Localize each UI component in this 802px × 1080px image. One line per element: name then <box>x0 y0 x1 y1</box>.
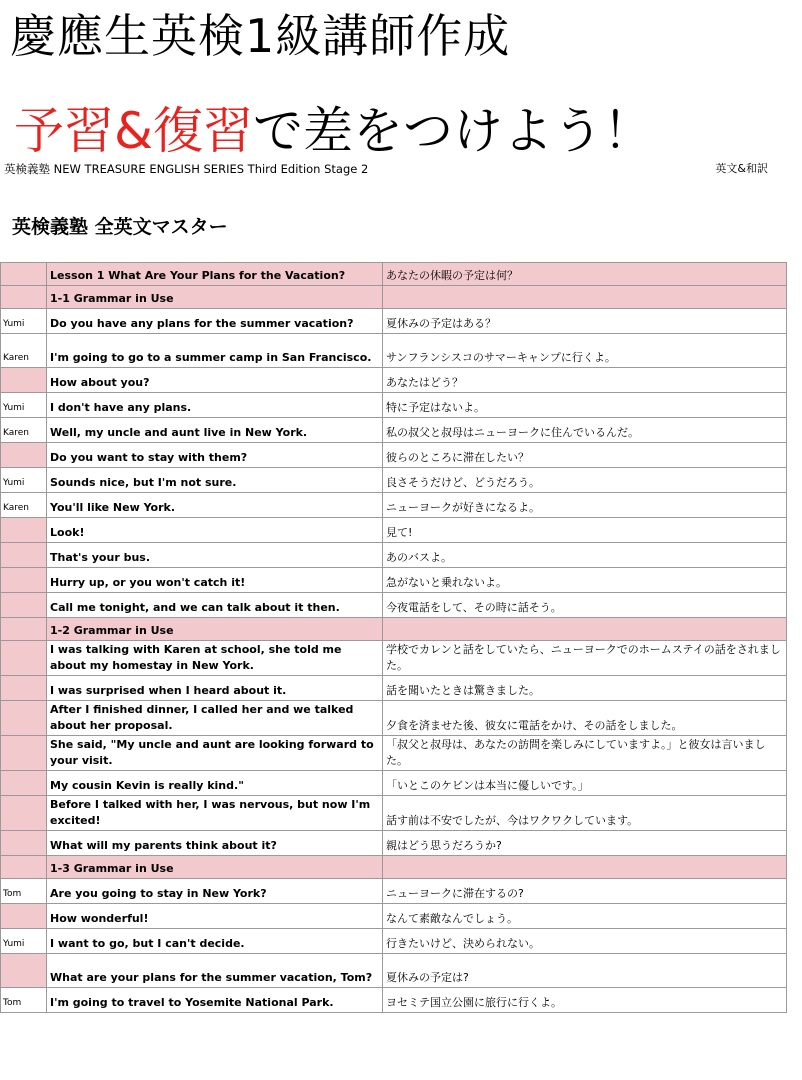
japanese-translation-cell: 彼らのところに滞在したい？ <box>383 443 787 468</box>
speaker-cell <box>1 641 47 676</box>
japanese-translation-cell: 「叔父と叔母は、あなたの訪問を楽しみにしていますよ。」と彼女は言いました。 <box>383 736 787 771</box>
japanese-translation-cell: ニューヨークが好きになるよ。 <box>383 493 787 518</box>
english-sentence-cell: What will my parents think about it? <box>47 831 383 856</box>
english-sentence-cell: Sounds nice, but I'm not sure. <box>47 468 383 493</box>
japanese-translation-cell: 親はどう思うだろうか? <box>383 831 787 856</box>
speaker-cell <box>1 618 47 641</box>
japanese-translation-cell <box>383 618 787 641</box>
sentence-row <box>1 904 787 929</box>
japanese-translation-cell: 話す前は不安でしたが、今はワクワクしています。 <box>383 796 787 831</box>
speaker-cell: Yumi <box>1 309 47 334</box>
japanese-translation-cell: 夏休みの予定はある？ <box>383 309 787 334</box>
speaker-cell <box>1 286 47 309</box>
english-sentence-cell: That's your bus. <box>47 543 383 568</box>
speaker-cell <box>1 568 47 593</box>
japanese-translation-cell: 私の叔父と叔母はニューヨークに住んでいるんだ。 <box>383 418 787 443</box>
speaker-cell: Yumi <box>1 929 47 954</box>
japanese-translation-cell: あなたの休暇の予定は何？ <box>383 263 787 286</box>
sentence-row <box>1 418 787 443</box>
document-subheader <box>4 162 768 176</box>
sentence-row <box>1 954 787 988</box>
english-sentence-cell: Look! <box>47 518 383 543</box>
speaker-cell <box>1 263 47 286</box>
speaker-cell <box>1 954 47 988</box>
english-sentence-cell: I don't have any plans. <box>47 393 383 418</box>
banner-headline: 慶應生英検1級講師作成 <box>10 9 511 63</box>
speaker-cell: Karen <box>1 493 47 518</box>
english-sentence-cell: Well, my uncle and aunt live in New York. <box>47 418 383 443</box>
speaker-cell <box>1 796 47 831</box>
english-sentence-cell: How wonderful! <box>47 904 383 929</box>
english-sentence-cell: Lesson 1 What Are Your Plans for the Vacation? <box>47 263 383 286</box>
japanese-translation-cell: 「いとこのケビンは本当に優しいです。」 <box>383 771 787 796</box>
sentence-table <box>0 262 787 1013</box>
section-header-row <box>1 263 787 286</box>
sentence-row <box>1 309 787 334</box>
speaker-cell <box>1 856 47 879</box>
english-sentence-cell: After I finished dinner, I called her and we talked about her proposal. <box>47 701 383 736</box>
sentence-row <box>1 593 787 618</box>
speaker-cell <box>1 676 47 701</box>
english-sentence-cell: I was talking with Karen at school, she told me about my homestay in New York. <box>47 641 383 676</box>
english-sentence-cell: Do you have any plans for the summer vacation? <box>47 309 383 334</box>
sentence-row <box>1 543 787 568</box>
japanese-translation-cell: 特に予定はないよ。 <box>383 393 787 418</box>
japanese-translation-cell: 学校でカレンと話をしていたら、ニューヨークでのホームステイの話をされました。 <box>383 641 787 676</box>
sentence-row <box>1 736 787 771</box>
section-header-row <box>1 618 787 641</box>
page-title: 英検義塾 全英文マスター <box>12 216 228 238</box>
english-sentence-cell: Do you want to stay with them? <box>47 443 383 468</box>
section-header-row <box>1 856 787 879</box>
japanese-translation-cell <box>383 286 787 309</box>
speaker-cell: Karen <box>1 334 47 368</box>
sentence-row <box>1 701 787 736</box>
speaker-cell <box>1 518 47 543</box>
sentence-row <box>1 368 787 393</box>
japanese-translation-cell: 良さそうだけど、どうだろう。 <box>383 468 787 493</box>
japanese-translation-cell: なんて素敵なんでしょう。 <box>383 904 787 929</box>
sentence-row <box>1 443 787 468</box>
speaker-cell <box>1 771 47 796</box>
sentence-row <box>1 796 787 831</box>
english-sentence-cell: What are your plans for the summer vacation, Tom? <box>47 954 383 988</box>
japanese-translation-cell: 夕食を済ませた後、彼女に電話をかけ、その話をしました。 <box>383 701 787 736</box>
japanese-translation-cell: 見て! <box>383 518 787 543</box>
japanese-translation-cell: ニューヨークに滞在するの? <box>383 879 787 904</box>
sentence-row <box>1 641 787 676</box>
speaker-cell <box>1 736 47 771</box>
japanese-translation-cell: サンフランシスコのサマーキャンプに行くよ。 <box>383 334 787 368</box>
banner-tagline <box>14 100 653 162</box>
english-sentence-cell: Before I talked with her, I was nervous, but now I'm excited! <box>47 796 383 831</box>
sentence-row <box>1 568 787 593</box>
sentence-row <box>1 334 787 368</box>
japanese-translation-cell: 行きたいけど、決められない。 <box>383 929 787 954</box>
english-sentence-cell: I'm going to go to a summer camp in San Francisco. <box>47 334 383 368</box>
section-header-row <box>1 286 787 309</box>
speaker-cell: Karen <box>1 418 47 443</box>
japanese-translation-cell: 夏休みの予定は? <box>383 954 787 988</box>
speaker-cell <box>1 831 47 856</box>
english-sentence-cell: 1-2 Grammar in Use <box>47 618 383 641</box>
english-sentence-cell: Are you going to stay in New York? <box>47 879 383 904</box>
sentence-row <box>1 518 787 543</box>
japanese-translation-cell: 今夜電話をして、その時に話そう。 <box>383 593 787 618</box>
speaker-cell: Tom <box>1 988 47 1013</box>
sentence-row <box>1 879 787 904</box>
sentence-row <box>1 831 787 856</box>
series-title: 英検義塾 NEW TREASURE ENGLISH SERIES Third Edition Stage 2 <box>4 162 369 176</box>
speaker-cell: Tom <box>1 879 47 904</box>
english-sentence-cell: Call me tonight, and we can talk about it then. <box>47 593 383 618</box>
speaker-cell <box>1 368 47 393</box>
english-sentence-cell: How about you? <box>47 368 383 393</box>
speaker-cell <box>1 904 47 929</box>
sentence-row <box>1 676 787 701</box>
japanese-translation-cell: 話を聞いたときは驚きました。 <box>383 676 787 701</box>
speaker-cell: Yumi <box>1 393 47 418</box>
speaker-cell <box>1 543 47 568</box>
speaker-cell: Yumi <box>1 468 47 493</box>
sentence-row <box>1 468 787 493</box>
english-sentence-cell: My cousin Kevin is really kind." <box>47 771 383 796</box>
english-sentence-cell: You'll like New York. <box>47 493 383 518</box>
speaker-cell <box>1 701 47 736</box>
japanese-translation-cell: あのバスよ。 <box>383 543 787 568</box>
japanese-translation-cell: 急がないと乗れないよ。 <box>383 568 787 593</box>
japanese-translation-cell: あなたはどう？ <box>383 368 787 393</box>
english-sentence-cell: I want to go, but I can't decide. <box>47 929 383 954</box>
english-sentence-cell: I'm going to travel to Yosemite National Park. <box>47 988 383 1013</box>
english-sentence-cell: I was surprised when I heard about it. <box>47 676 383 701</box>
banner-tagline-highlight: 予習&復習 <box>14 102 253 160</box>
sentence-row <box>1 988 787 1013</box>
japanese-translation-cell: ヨセミテ国立公園に旅行に行くよ。 <box>383 988 787 1013</box>
japanese-translation-cell <box>383 856 787 879</box>
sentence-row <box>1 493 787 518</box>
sentence-row <box>1 393 787 418</box>
document-type-label: 英文&和訳 <box>715 162 768 175</box>
sentence-row <box>1 771 787 796</box>
english-sentence-cell: She said, "My uncle and aunt are looking forward to your visit. <box>47 736 383 771</box>
english-sentence-cell: 1-3 Grammar in Use <box>47 856 383 879</box>
speaker-cell <box>1 443 47 468</box>
english-sentence-cell: Hurry up, or you won't catch it! <box>47 568 383 593</box>
sentence-row <box>1 929 787 954</box>
banner-tagline-rest: で差をつけよう！ <box>253 102 653 160</box>
speaker-cell <box>1 593 47 618</box>
english-sentence-cell: 1-1 Grammar in Use <box>47 286 383 309</box>
